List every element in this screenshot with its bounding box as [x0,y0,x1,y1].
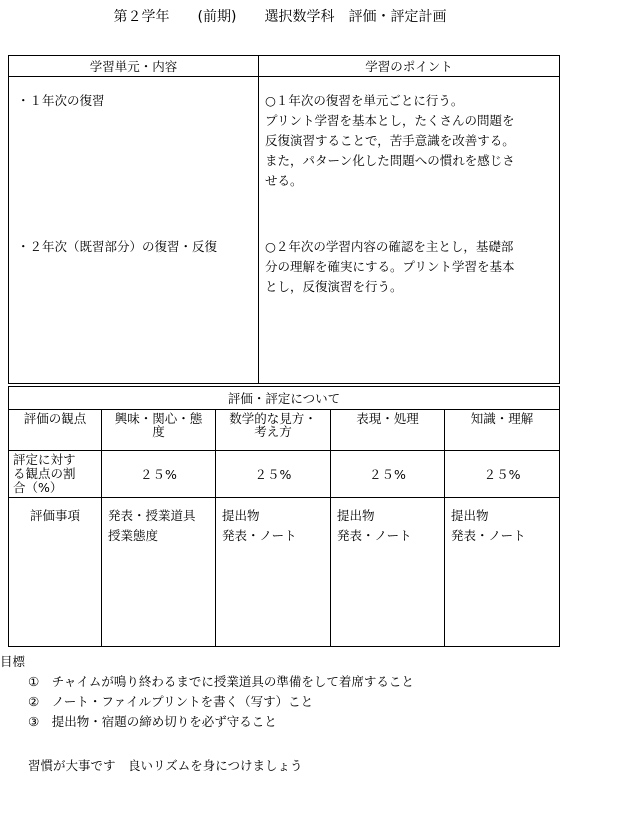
unit-item: ・２年次（既習部分）の復習・反復 [17,239,218,254]
page-title: 第２学年 (前期) 選択数学科 評価・評定計画 [113,9,447,25]
ratio-label-line: 評定に対す [13,452,76,467]
items-row [9,498,560,647]
goal-item: ① チャイムが鳴り終わるまでに授業道具の準備をして着席すること [28,674,414,689]
ratio-label [9,451,102,498]
point-line: プリント学習を基本とし，たくさんの問題を [265,113,515,128]
evaluation-header: 評価・評定について [9,387,560,410]
point-line: 反復演習することで，苦手意識を改善する。 [265,133,515,148]
viewpoint-text: 興味・関心・態 [114,411,203,426]
header-points: 学習のポイント [259,56,560,77]
item-text: 発表・ノート [451,528,526,543]
point-line: 分の理解を確実にする。プリント学習を基本 [265,259,515,274]
viewpoint-text: 考え方 [254,424,292,439]
viewpoint-cell [445,410,560,451]
motto: 習慣が大事です 良いリズムを身につけましょう [28,758,303,773]
viewpoint-text: 知識・理解 [470,411,534,426]
points-cell [259,77,560,384]
points-block-2 [265,237,555,297]
goal-item: ② ノート・ファイルプリントを書く（写す）こと [28,694,314,709]
viewpoint-cell [102,410,216,451]
item-text: 提出物 [451,508,489,523]
header-unit: 学習単元・内容 [9,56,259,77]
point-line: せる。 [265,173,303,188]
point-line: とし，反復演習を行う。 [265,279,403,294]
item-text: 提出物 [222,508,260,523]
ratio-value: ２５% [216,451,331,498]
item-text: 発表・授業道具 [108,508,196,523]
point-line: ○１年次の復習を単元ごとに行う。 [265,93,464,108]
viewpoint-label: 評価の観点 [9,410,102,451]
ratio-value: ２５% [102,451,216,498]
viewpoint-cell [216,410,331,451]
ratio-label-line: る観点の割 [13,466,76,481]
point-line: また，パターン化した問題への慣れを感じさ [265,153,515,168]
items-cell [445,498,560,647]
item-text: 授業態度 [108,528,159,543]
points-block-1 [265,91,555,237]
item-text: 発表・ノート [222,528,297,543]
unit-cell [9,77,259,384]
ratio-row [9,451,560,498]
unit-item: ・１年次の復習 [17,93,105,108]
study-plan-table [8,55,560,384]
viewpoint-row [9,410,560,451]
viewpoint-cell [331,410,445,451]
ratio-label-line: 合（%） [13,480,63,495]
study-plan-header-row [9,56,560,77]
goals-heading: 目標 [0,654,26,669]
study-plan-body-row [9,77,560,384]
viewpoint-text: 度 [152,424,165,439]
goal-item: ③ 提出物・宿題の締め切りを必ず守ること [28,714,277,729]
ratio-value: ２５% [445,451,560,498]
evaluation-table [8,386,560,647]
viewpoint-text: 表現・処理 [356,411,419,426]
item-text: 提出物 [337,508,375,523]
items-cell [102,498,216,647]
items-label: 評価事項 [9,498,102,647]
point-line: ○２年次の学習内容の確認を主とし，基礎部 [265,239,514,254]
items-cell [331,498,445,647]
item-text: 発表・ノート [337,528,412,543]
ratio-value: ２５% [331,451,445,498]
viewpoint-text: 数学的な見方・ [229,411,317,426]
items-cell [216,498,331,647]
